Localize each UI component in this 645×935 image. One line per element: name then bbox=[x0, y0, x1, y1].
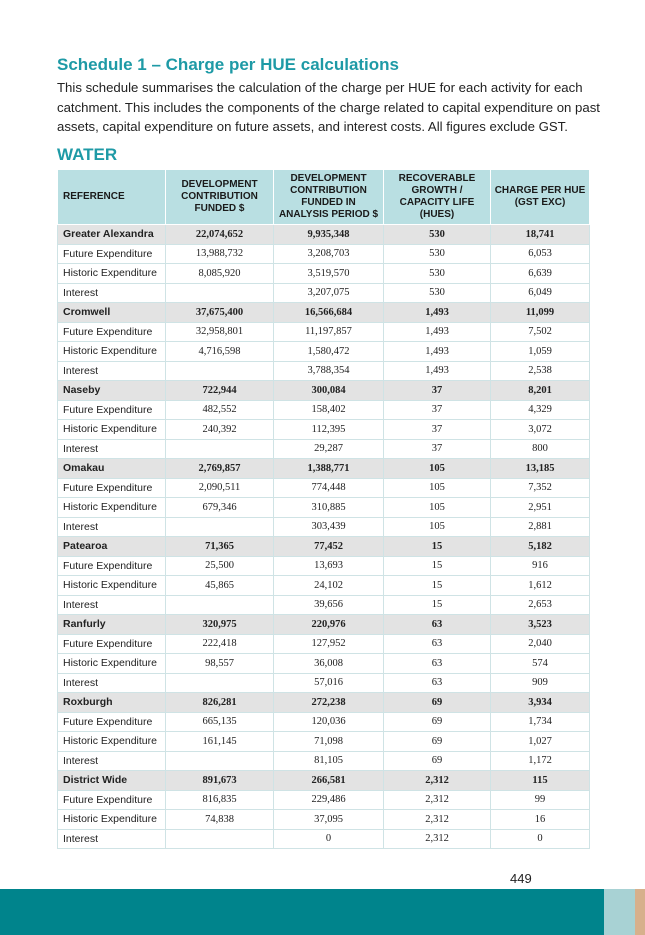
table-row bbox=[58, 244, 590, 264]
cell-reference: Ranfurly bbox=[58, 615, 166, 635]
cell-funded: 2,769,857 bbox=[166, 459, 274, 479]
cell-reference: Interest bbox=[58, 517, 166, 537]
table-row bbox=[58, 712, 590, 732]
table-row bbox=[58, 517, 590, 537]
cell-charge: 13,185 bbox=[491, 459, 590, 479]
cell-charge: 16 bbox=[491, 810, 590, 830]
cell-reference: Cromwell bbox=[58, 303, 166, 323]
cell-reference: Future Expenditure bbox=[58, 400, 166, 420]
cell-reference: Omakau bbox=[58, 459, 166, 479]
cell-funded-period: 57,016 bbox=[274, 673, 384, 693]
cell-reference: Interest bbox=[58, 751, 166, 771]
cell-funded: 32,958,801 bbox=[166, 322, 274, 342]
cell-funded: 222,418 bbox=[166, 634, 274, 654]
cell-funded: 37,675,400 bbox=[166, 303, 274, 323]
cell-charge: 6,053 bbox=[491, 244, 590, 264]
cell-funded-period: 37,095 bbox=[274, 810, 384, 830]
cell-funded-period: 112,395 bbox=[274, 420, 384, 440]
cell-funded-period: 24,102 bbox=[274, 576, 384, 596]
cell-hues: 37 bbox=[384, 439, 491, 459]
cell-charge: 8,201 bbox=[491, 381, 590, 401]
cell-reference: District Wide bbox=[58, 771, 166, 791]
cell-funded bbox=[166, 439, 274, 459]
cell-hues: 530 bbox=[384, 283, 491, 303]
cell-charge: 916 bbox=[491, 556, 590, 576]
cell-reference: Interest bbox=[58, 283, 166, 303]
cell-funded-period: 71,098 bbox=[274, 732, 384, 752]
cell-reference: Interest bbox=[58, 673, 166, 693]
cell-reference: Patearoa bbox=[58, 537, 166, 557]
cell-funded: 482,552 bbox=[166, 400, 274, 420]
cell-funded-period: 81,105 bbox=[274, 751, 384, 771]
cell-hues: 1,493 bbox=[384, 322, 491, 342]
cell-charge: 1,172 bbox=[491, 751, 590, 771]
cell-funded-period: 29,287 bbox=[274, 439, 384, 459]
cell-hues: 69 bbox=[384, 732, 491, 752]
table-group-row bbox=[58, 381, 590, 401]
table-row bbox=[58, 322, 590, 342]
cell-hues: 105 bbox=[384, 498, 491, 518]
cell-hues: 2,312 bbox=[384, 790, 491, 810]
cell-charge: 3,523 bbox=[491, 615, 590, 635]
cell-funded: 22,074,652 bbox=[166, 225, 274, 245]
cell-funded bbox=[166, 829, 274, 849]
footer-bar bbox=[0, 889, 604, 935]
cell-reference: Historic Expenditure bbox=[58, 342, 166, 362]
cell-funded: 71,365 bbox=[166, 537, 274, 557]
cell-funded bbox=[166, 673, 274, 693]
cell-charge: 11,099 bbox=[491, 303, 590, 323]
cell-funded bbox=[166, 595, 274, 615]
cell-funded-period: 0 bbox=[274, 829, 384, 849]
schedule-heading: Schedule 1 – Charge per HUE calculations bbox=[57, 55, 400, 74]
schedule-intro: This schedule summarises the calculation of the charge per HUE for each activity for each catchment. This includes the components of the charge related to capital expenditure on past assets, capital expenditure on future assets, and interest costs. All figures exclude GST. bbox=[57, 80, 600, 134]
table-row bbox=[58, 829, 590, 849]
table-group-row bbox=[58, 225, 590, 245]
cell-funded-period: 1,580,472 bbox=[274, 342, 384, 362]
cell-reference: Historic Expenditure bbox=[58, 576, 166, 596]
cell-charge: 6,639 bbox=[491, 264, 590, 284]
cell-hues: 530 bbox=[384, 264, 491, 284]
cell-charge: 99 bbox=[491, 790, 590, 810]
cell-charge: 7,502 bbox=[491, 322, 590, 342]
cell-hues: 37 bbox=[384, 381, 491, 401]
cell-charge: 5,182 bbox=[491, 537, 590, 557]
cell-funded: 98,557 bbox=[166, 654, 274, 674]
cell-reference: Greater Alexandra bbox=[58, 225, 166, 245]
cell-charge: 1,734 bbox=[491, 712, 590, 732]
cell-funded: 320,975 bbox=[166, 615, 274, 635]
cell-charge: 2,040 bbox=[491, 634, 590, 654]
cell-funded: 4,716,598 bbox=[166, 342, 274, 362]
table-body bbox=[58, 225, 590, 849]
table-row bbox=[58, 439, 590, 459]
cell-hues: 15 bbox=[384, 556, 491, 576]
cell-reference: Future Expenditure bbox=[58, 790, 166, 810]
table-row bbox=[58, 264, 590, 284]
table-row bbox=[58, 790, 590, 810]
cell-hues: 15 bbox=[384, 576, 491, 596]
table-row bbox=[58, 400, 590, 420]
cell-charge: 2,538 bbox=[491, 361, 590, 381]
cell-charge: 4,329 bbox=[491, 400, 590, 420]
cell-funded: 45,865 bbox=[166, 576, 274, 596]
cell-reference: Interest bbox=[58, 361, 166, 381]
table-row bbox=[58, 673, 590, 693]
cell-charge: 115 bbox=[491, 771, 590, 791]
cell-hues: 69 bbox=[384, 712, 491, 732]
cell-hues: 530 bbox=[384, 225, 491, 245]
cell-funded: 2,090,511 bbox=[166, 478, 274, 498]
cell-hues: 105 bbox=[384, 517, 491, 537]
cell-charge: 3,934 bbox=[491, 693, 590, 713]
cell-charge: 909 bbox=[491, 673, 590, 693]
cell-funded-period: 158,402 bbox=[274, 400, 384, 420]
table-header-row bbox=[58, 170, 590, 225]
cell-hues: 1,493 bbox=[384, 303, 491, 323]
table-group-row bbox=[58, 615, 590, 635]
cell-funded-period: 774,448 bbox=[274, 478, 384, 498]
table-row bbox=[58, 732, 590, 752]
cell-reference: Future Expenditure bbox=[58, 556, 166, 576]
cell-charge: 0 bbox=[491, 829, 590, 849]
cell-funded-period: 36,008 bbox=[274, 654, 384, 674]
cell-reference: Interest bbox=[58, 595, 166, 615]
cell-funded: 13,988,732 bbox=[166, 244, 274, 264]
cell-funded-period: 3,788,354 bbox=[274, 361, 384, 381]
charge-table bbox=[57, 169, 590, 849]
cell-funded-period: 300,084 bbox=[274, 381, 384, 401]
cell-funded-period: 266,581 bbox=[274, 771, 384, 791]
cell-hues: 37 bbox=[384, 420, 491, 440]
cell-reference: Interest bbox=[58, 439, 166, 459]
table-row bbox=[58, 283, 590, 303]
cell-funded-period: 120,036 bbox=[274, 712, 384, 732]
cell-funded: 722,944 bbox=[166, 381, 274, 401]
cell-charge: 3,072 bbox=[491, 420, 590, 440]
cell-hues: 530 bbox=[384, 244, 491, 264]
cell-funded-period: 303,439 bbox=[274, 517, 384, 537]
cell-reference: Historic Expenditure bbox=[58, 264, 166, 284]
cell-funded-period: 229,486 bbox=[274, 790, 384, 810]
cell-funded-period: 9,935,348 bbox=[274, 225, 384, 245]
cell-funded: 240,392 bbox=[166, 420, 274, 440]
cell-reference: Future Expenditure bbox=[58, 634, 166, 654]
cell-hues: 69 bbox=[384, 751, 491, 771]
cell-reference: Interest bbox=[58, 829, 166, 849]
table-group-row bbox=[58, 537, 590, 557]
cell-charge: 1,612 bbox=[491, 576, 590, 596]
cell-funded: 25,500 bbox=[166, 556, 274, 576]
footer-accent-light bbox=[604, 889, 635, 935]
table-row bbox=[58, 478, 590, 498]
cell-hues: 1,493 bbox=[384, 361, 491, 381]
cell-reference: Historic Expenditure bbox=[58, 420, 166, 440]
cell-funded bbox=[166, 751, 274, 771]
table-group-row bbox=[58, 771, 590, 791]
cell-funded bbox=[166, 361, 274, 381]
cell-funded-period: 310,885 bbox=[274, 498, 384, 518]
column-header-charge: CHARGE PER HUE (GST EXC) bbox=[491, 170, 590, 225]
cell-funded: 665,135 bbox=[166, 712, 274, 732]
cell-charge: 2,881 bbox=[491, 517, 590, 537]
cell-hues: 37 bbox=[384, 400, 491, 420]
table-row bbox=[58, 751, 590, 771]
cell-funded: 816,835 bbox=[166, 790, 274, 810]
cell-reference: Naseby bbox=[58, 381, 166, 401]
cell-hues: 69 bbox=[384, 693, 491, 713]
cell-funded bbox=[166, 517, 274, 537]
cell-charge: 1,059 bbox=[491, 342, 590, 362]
cell-funded: 74,838 bbox=[166, 810, 274, 830]
cell-funded: 679,346 bbox=[166, 498, 274, 518]
cell-reference: Historic Expenditure bbox=[58, 810, 166, 830]
table-group-row bbox=[58, 303, 590, 323]
cell-charge: 2,951 bbox=[491, 498, 590, 518]
cell-hues: 15 bbox=[384, 595, 491, 615]
table-row bbox=[58, 361, 590, 381]
cell-funded-period: 3,207,075 bbox=[274, 283, 384, 303]
cell-reference: Historic Expenditure bbox=[58, 732, 166, 752]
cell-charge: 574 bbox=[491, 654, 590, 674]
cell-charge: 18,741 bbox=[491, 225, 590, 245]
column-header-reference: REFERENCE bbox=[58, 170, 166, 225]
page-number: 449 bbox=[510, 871, 532, 886]
cell-reference: Historic Expenditure bbox=[58, 654, 166, 674]
cell-funded: 891,673 bbox=[166, 771, 274, 791]
cell-funded: 826,281 bbox=[166, 693, 274, 713]
cell-funded-period: 1,388,771 bbox=[274, 459, 384, 479]
cell-reference: Future Expenditure bbox=[58, 478, 166, 498]
cell-reference: Future Expenditure bbox=[58, 712, 166, 732]
column-header-funded-period: DEVELOPMENT CONTRIBUTION FUNDED IN ANALYSIS PERIOD $ bbox=[274, 170, 384, 225]
table-row bbox=[58, 654, 590, 674]
table-row bbox=[58, 342, 590, 362]
cell-funded bbox=[166, 283, 274, 303]
cell-hues: 1,493 bbox=[384, 342, 491, 362]
table-group-row bbox=[58, 693, 590, 713]
section-title: WATER bbox=[57, 145, 118, 164]
cell-funded-period: 39,656 bbox=[274, 595, 384, 615]
table-row bbox=[58, 595, 590, 615]
cell-hues: 63 bbox=[384, 615, 491, 635]
table-row bbox=[58, 576, 590, 596]
cell-funded-period: 272,238 bbox=[274, 693, 384, 713]
cell-charge: 6,049 bbox=[491, 283, 590, 303]
cell-hues: 63 bbox=[384, 673, 491, 693]
cell-charge: 7,352 bbox=[491, 478, 590, 498]
cell-charge: 2,653 bbox=[491, 595, 590, 615]
table-row bbox=[58, 634, 590, 654]
cell-reference: Future Expenditure bbox=[58, 322, 166, 342]
cell-funded-period: 11,197,857 bbox=[274, 322, 384, 342]
cell-hues: 2,312 bbox=[384, 829, 491, 849]
cell-hues: 15 bbox=[384, 537, 491, 557]
cell-funded-period: 220,976 bbox=[274, 615, 384, 635]
cell-charge: 1,027 bbox=[491, 732, 590, 752]
cell-hues: 63 bbox=[384, 654, 491, 674]
cell-hues: 2,312 bbox=[384, 771, 491, 791]
column-header-hues: RECOVERABLE GROWTH / CAPACITY LIFE (HUES) bbox=[384, 170, 491, 225]
footer-accent-tan bbox=[635, 889, 645, 935]
cell-hues: 105 bbox=[384, 459, 491, 479]
cell-funded-period: 16,566,684 bbox=[274, 303, 384, 323]
cell-reference: Roxburgh bbox=[58, 693, 166, 713]
cell-hues: 2,312 bbox=[384, 810, 491, 830]
table-row bbox=[58, 810, 590, 830]
cell-funded-period: 127,952 bbox=[274, 634, 384, 654]
cell-funded: 8,085,920 bbox=[166, 264, 274, 284]
cell-funded-period: 13,693 bbox=[274, 556, 384, 576]
cell-charge: 800 bbox=[491, 439, 590, 459]
table-row bbox=[58, 420, 590, 440]
column-header-funded: DEVELOPMENT CONTRIBUTION FUNDED $ bbox=[166, 170, 274, 225]
cell-funded-period: 3,519,570 bbox=[274, 264, 384, 284]
table-group-row bbox=[58, 459, 590, 479]
cell-funded-period: 3,208,703 bbox=[274, 244, 384, 264]
cell-funded: 161,145 bbox=[166, 732, 274, 752]
cell-hues: 63 bbox=[384, 634, 491, 654]
cell-reference: Historic Expenditure bbox=[58, 498, 166, 518]
cell-reference: Future Expenditure bbox=[58, 244, 166, 264]
table-row bbox=[58, 556, 590, 576]
cell-hues: 105 bbox=[384, 478, 491, 498]
table-row bbox=[58, 498, 590, 518]
cell-funded-period: 77,452 bbox=[274, 537, 384, 557]
